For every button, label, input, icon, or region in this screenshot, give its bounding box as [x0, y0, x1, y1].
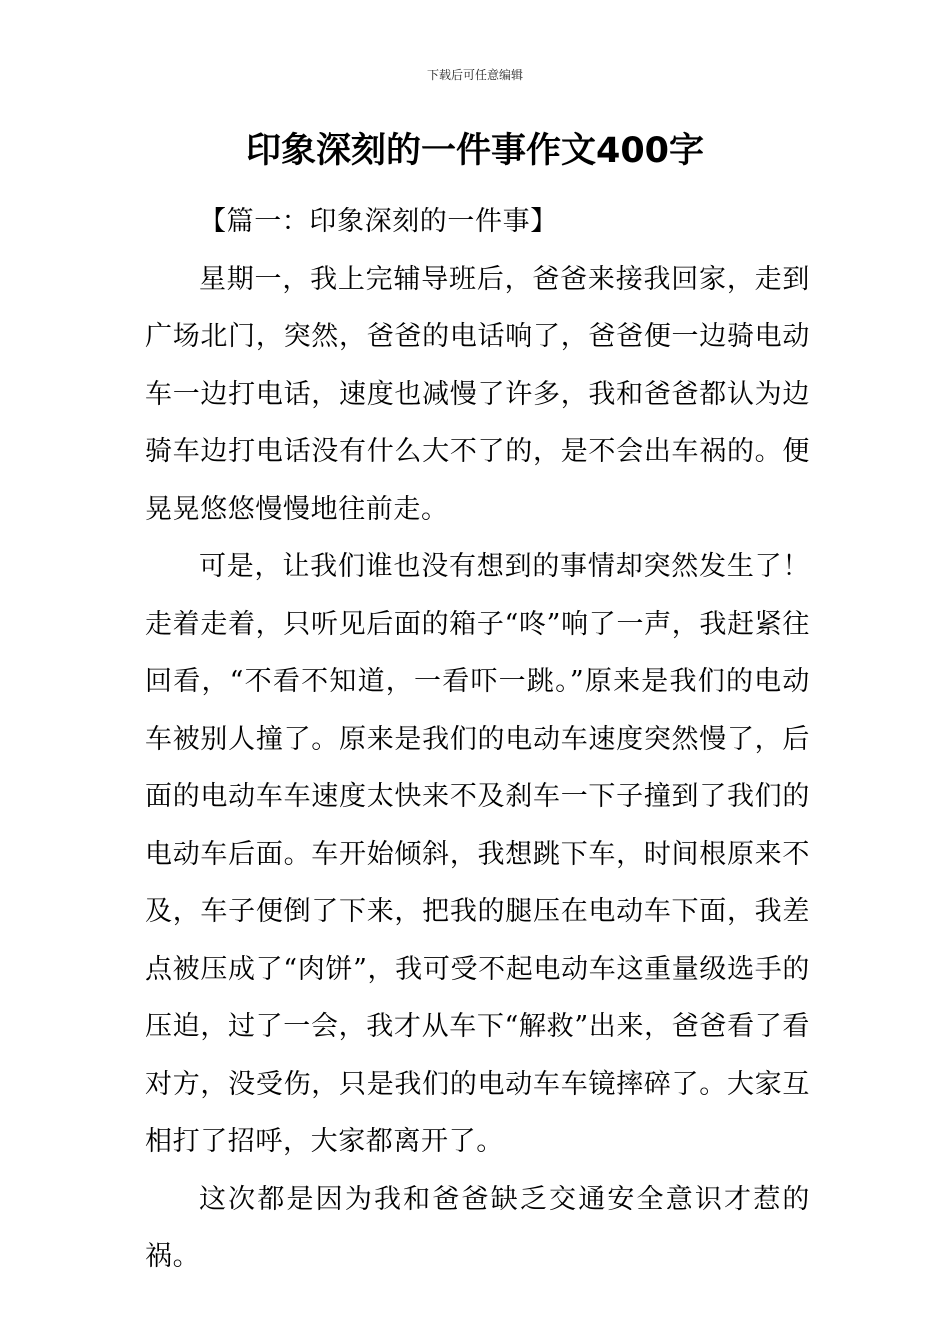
- section-heading: 【篇一：印象深刻的一件事】: [199, 206, 558, 237]
- paragraph-3: 这次都是因为我和爸爸缺乏交通安全意识才惹的祸。: [145, 1183, 810, 1272]
- document-title: 印象深刻的一件事作文400字: [245, 131, 705, 171]
- page-header-note: 下载后可任意编辑: [426, 68, 523, 82]
- paragraph-1: 星期一，我上完辅导班后，爸爸来接我回家，走到广场北门，突然，爸爸的电话响了，爸爸便一边骑电动车一边打电话，速度也减慢了许多，我和爸爸都认为边骑车边打电话没有什么大不了的，是不会出车祸的。便晃晃悠悠慢慢地往前走。: [145, 263, 810, 525]
- document-body: [145, 193, 810, 1286]
- paragraph-2: 可是，让我们谁也没有想到的事情却突然发生了！走着走着，只听见后面的箱子“咚”响了一声，我赶紧往回看，“不看不知道，一看吓一跳。”原来是我们的电动车被别人撞了。原来是我们的电动车速度突然慢了，后面的电动车车速度太快来不及刹车一下子撞到了我们的电动车后面。车开始倾斜，我想跳下车，时间根原来不及，车子便倒了下来，把我的腿压在电动车下面，我差点被压成了“肉饼”，我可受不起电动车这重量级选手的压迫，过了一会，我才从车下“解救”出来，爸爸看了看对方，没受伤，只是我们的电动车车镜摔碎了。大家互相打了招呼，大家都离开了。: [145, 551, 810, 1157]
